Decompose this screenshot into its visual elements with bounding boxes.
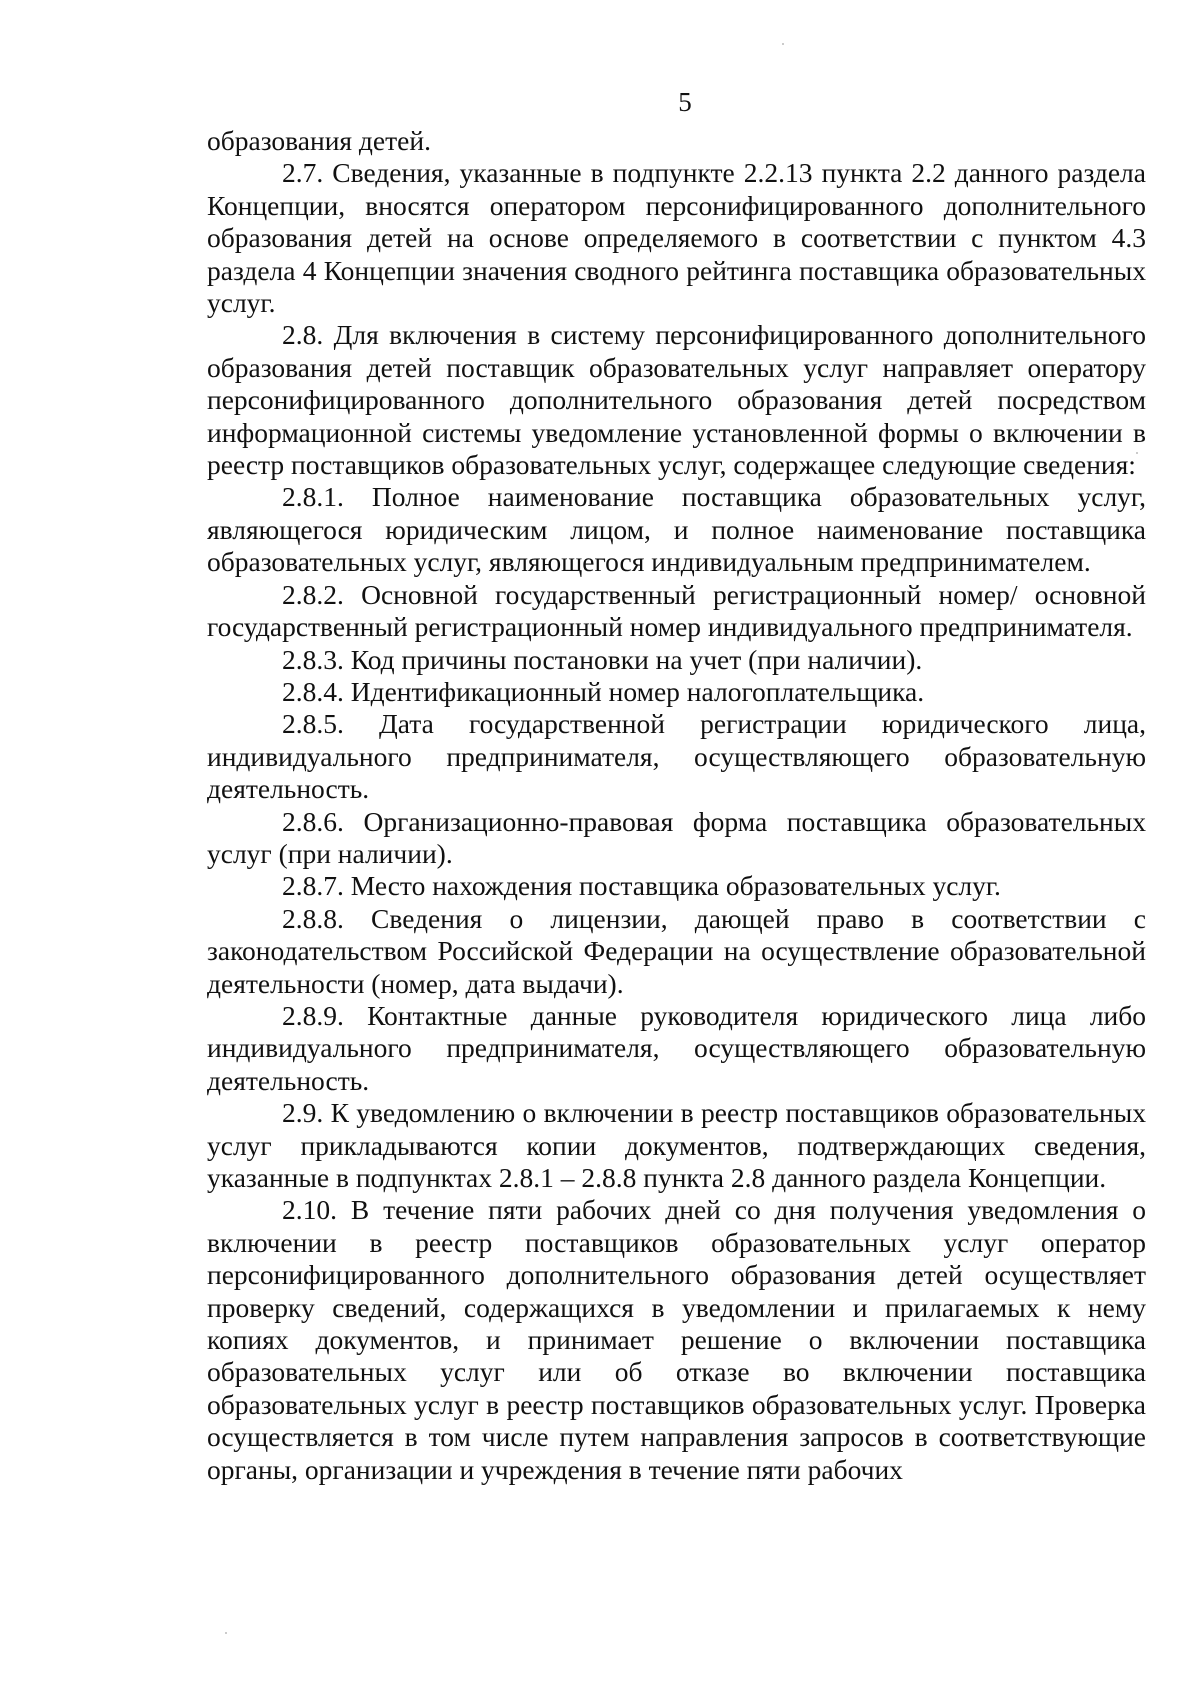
paragraph-2-8-6: 2.8.6. Организационно-правовая форма поставщика образовательных услуг (при наличии). bbox=[207, 805, 1146, 869]
scan-speck bbox=[782, 43, 784, 45]
paragraph-2-8-2: 2.8.2. Основной государственный регистрационный номер/ основной государственный регистрационный номер индивидуального предпринимателя. bbox=[207, 578, 1146, 643]
document-body bbox=[207, 125, 1146, 1486]
paragraph-continuation: образования детей. bbox=[207, 125, 431, 156]
paragraph-2-8-8: 2.8.8. Сведения о лицензии, дающей право в соответствии с законодательством Российской Федерации на осуществление образовательной деятельности (номер, дата выдачи). bbox=[207, 902, 1146, 999]
page-number: 5 bbox=[678, 87, 692, 117]
paragraph-2-8-3: 2.8.3. Код причины постановки на учет (при наличии). bbox=[282, 643, 923, 675]
paragraph-2-8-9: 2.8.9. Контактные данные руководителя юридического лица либо индивидуального предпринимателя, осуществляющего образовательную деятельность. bbox=[207, 999, 1146, 1096]
paragraph-2-8-1: 2.8.1. Полное наименование поставщика образовательных услуг, являющегося юридическим лицом, и полное наименование поставщика образовательных услуг, являющегося индивидуальным предпринимателем. bbox=[207, 481, 1146, 578]
paragraph-2-8-4: 2.8.4. Идентификационный номер налогоплательщика. bbox=[282, 675, 925, 707]
paragraph-2-7: 2.7. Сведения, указанные в подпункте 2.2.13 пункта 2.2 данного раздела Концепции, вносятся оператором персонифицированного дополнительного образования детей на основе определяемого в соответствии с пунктом 4.3 раздела 4 Концепции значения сводного рейтинга поставщика образовательных услуг. bbox=[207, 157, 1146, 319]
scan-speck bbox=[225, 1632, 227, 1634]
paragraph-2-8: 2.8. Для включения в систему персонифицированного дополнительного образования детей поставщик образовательных услуг направляет оператору персонифицированного дополнительного образования детей посредством информационной системы уведомление установленной формы о включении в реестр поставщиков образовательных услуг, содержащее следующие сведения: bbox=[207, 319, 1146, 481]
paragraph-2-9: 2.9. К уведомлению о включении в реестр поставщиков образовательных услуг прикладываются копии документов, подтверждающих сведения, указанные в подпунктах 2.8.1 – 2.8.8 пункта 2.8 данного раздела Концепции. bbox=[207, 1097, 1146, 1193]
paragraph-2-8-5: 2.8.5. Дата государственной регистрации юридического лица, индивидуального предпринимателя, осуществляющего образовательную деятельность. bbox=[207, 708, 1146, 805]
paragraph-2-8-7: 2.8.7. Место нахождения поставщика образовательных услуг. bbox=[282, 870, 1001, 902]
paragraph-2-10: 2.10. В течение пяти рабочих дней со дня получения уведомления о включении в реестр поставщиков образовательных услуг оператор персонифицированного дополнительного образования детей осуществляет проверку сведений, содержащихся в уведомлении и прилагаемых к нему копиях документов, и принимает решение о включении поставщика образовательных услуг или об отказе во включении поставщика образовательных услуг в реестр поставщиков образовательных услуг. Проверка осуществляется в том числе путем направления запросов в соответствующие органы, организации и учреждения в течение пяти рабочих bbox=[207, 1194, 1146, 1485]
scan-speck bbox=[1136, 452, 1138, 454]
